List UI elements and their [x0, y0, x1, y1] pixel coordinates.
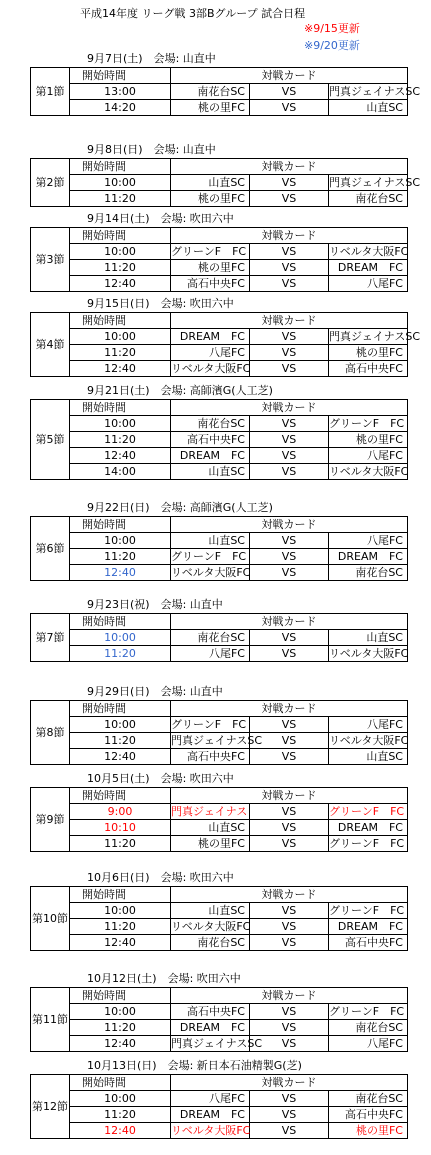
table-row — [31, 361, 408, 377]
table-row — [31, 804, 408, 820]
vs-label: VS — [250, 1107, 329, 1123]
match-time: 12:40 — [70, 1123, 171, 1139]
table-header-row — [31, 614, 408, 630]
round-section — [30, 870, 408, 951]
round-section — [30, 971, 408, 1052]
match-time: 12:40 — [70, 935, 171, 951]
table-row — [31, 432, 408, 448]
table-header-row — [31, 701, 408, 717]
match-card-header: 対戦カード — [171, 517, 408, 533]
round-label: 第1節 — [31, 68, 70, 116]
away-team: リベルタ大阪FC — [329, 647, 409, 660]
home-team: 山直SC — [171, 533, 250, 549]
vs-label: VS — [250, 630, 329, 646]
home-team: 山直SC — [171, 175, 250, 191]
home-team: 八尾FC — [171, 1091, 250, 1107]
table-row — [31, 919, 408, 935]
match-card-header: 対戦カード — [171, 701, 408, 717]
home-team: DREAM FC — [171, 1107, 250, 1123]
round-date-venue: 9月21日(土) 会場: 高師濱G(人工芝) — [87, 384, 273, 397]
away-team: 高石中央FC — [329, 1107, 408, 1123]
home-team: 桃の里FC — [171, 191, 250, 207]
home-team: DREAM FC — [171, 448, 250, 464]
table-row — [31, 935, 408, 951]
round-label: 第10節 — [31, 887, 70, 951]
table-row — [31, 533, 408, 549]
vs-label: VS — [250, 549, 329, 565]
home-team: 山直SC — [171, 464, 250, 480]
vs-label: VS — [250, 276, 329, 292]
away-team: 八尾FC — [329, 276, 408, 292]
table-row — [31, 276, 408, 292]
home-team: グリーンF FC — [171, 717, 250, 733]
round-section — [30, 211, 408, 292]
round-label: 第5節 — [31, 400, 70, 480]
vs-label: VS — [250, 646, 329, 662]
away-team: 桃の里FC — [329, 345, 408, 361]
table-row — [31, 646, 408, 662]
match-time: 11:20 — [70, 646, 171, 662]
round-label: 第4節 — [31, 313, 70, 377]
match-time: 11:20 — [70, 432, 171, 448]
vs-label: VS — [250, 345, 329, 361]
match-time: 10:00 — [70, 630, 171, 646]
vs-label: VS — [250, 175, 329, 191]
home-team: 門真ジェイナスSC — [171, 1037, 263, 1050]
vs-label: VS — [250, 533, 329, 549]
table-row — [31, 84, 408, 100]
table-row — [31, 191, 408, 207]
round-table — [30, 312, 421, 377]
away-team: リベルタ大阪FC — [329, 245, 409, 258]
vs-label: VS — [250, 733, 329, 749]
table-row — [31, 565, 408, 581]
match-time: 11:20 — [70, 1020, 171, 1036]
away-team: 門真ジェイナスSC — [329, 85, 421, 98]
match-time: 11:20 — [70, 836, 171, 852]
table-row — [31, 749, 408, 765]
table-header-row — [31, 887, 408, 903]
start-time-header: 開始時間 — [70, 228, 171, 244]
vs-label: VS — [250, 1004, 329, 1020]
table-row — [31, 630, 408, 646]
match-time: 11:20 — [70, 1107, 171, 1123]
table-row — [31, 100, 408, 116]
round-section — [30, 296, 421, 377]
match-card-header: 対戦カード — [171, 614, 408, 630]
match-time: 12:40 — [70, 361, 171, 377]
vs-label: VS — [250, 935, 329, 951]
home-team: 南花台SC — [171, 416, 250, 432]
table-row — [31, 733, 408, 749]
table-row — [31, 416, 408, 432]
home-team: 高石中央FC — [171, 1004, 250, 1020]
round-table — [30, 886, 408, 951]
away-team: 南花台SC — [329, 1020, 408, 1036]
match-time: 12:40 — [70, 276, 171, 292]
table-row — [31, 1004, 408, 1020]
home-team: 高石中央FC — [171, 749, 250, 765]
table-row — [31, 1123, 408, 1139]
match-time: 12:40 — [70, 1036, 171, 1052]
away-team: DREAM FC — [329, 820, 408, 836]
match-time: 10:00 — [70, 717, 171, 733]
table-row — [31, 1107, 408, 1123]
away-team: 八尾FC — [329, 1036, 408, 1052]
table-row — [31, 464, 408, 480]
home-team: 高石中央FC — [171, 432, 250, 448]
away-team: 門真ジェイナスSC — [329, 176, 421, 189]
vs-label: VS — [250, 329, 329, 345]
round-date-venue: 9月15日(日) 会場: 吹田六中 — [87, 297, 234, 310]
round-table — [30, 787, 408, 852]
page-title: 平成14年度 リーグ戦 3部Bグループ 試合日程 — [80, 7, 306, 20]
away-team: 高石中央FC — [329, 935, 408, 951]
home-team: 山直SC — [171, 820, 250, 836]
round-label: 第12節 — [31, 1075, 70, 1139]
match-time: 10:00 — [70, 903, 171, 919]
away-team: 南花台SC — [329, 1091, 408, 1107]
start-time-header: 開始時間 — [70, 614, 171, 630]
match-time: 12:40 — [70, 749, 171, 765]
home-team: 桃の里FC — [171, 260, 250, 276]
match-card-header: 対戦カード — [171, 68, 408, 84]
table-row — [31, 820, 408, 836]
table-row — [31, 717, 408, 733]
match-time: 12:40 — [70, 565, 171, 581]
start-time-header: 開始時間 — [70, 887, 171, 903]
home-team: DREAM FC — [171, 1020, 250, 1036]
match-time: 10:00 — [70, 1091, 171, 1107]
table-row — [31, 903, 408, 919]
vs-label: VS — [250, 260, 329, 276]
table-row — [31, 345, 408, 361]
round-date-venue: 9月23日(祝) 会場: 山直中 — [87, 598, 223, 611]
round-label: 第7節 — [31, 614, 70, 662]
match-card-header: 対戦カード — [171, 887, 408, 903]
start-time-header: 開始時間 — [70, 517, 171, 533]
round-date-venue: 10月6日(日) 会場: 吹田六中 — [87, 871, 234, 884]
table-row — [31, 836, 408, 852]
away-team: グリーンF FC — [329, 836, 408, 852]
vs-label: VS — [250, 565, 329, 581]
vs-label: VS — [250, 903, 329, 919]
away-team: グリーンF FC — [329, 804, 408, 820]
table-header-row — [31, 68, 408, 84]
home-team: 八尾FC — [171, 345, 250, 361]
vs-label: VS — [250, 416, 329, 432]
vs-label: VS — [250, 1020, 329, 1036]
match-time: 11:20 — [70, 345, 171, 361]
home-team: DREAM FC — [171, 329, 250, 345]
home-team: 桃の里FC — [171, 100, 250, 116]
round-date-venue: 10月13日(日) 会場: 新日本石油精製G(芝) — [87, 1059, 302, 1072]
away-team: グリーンF FC — [329, 416, 408, 432]
round-label: 第9節 — [31, 788, 70, 852]
round-table — [30, 987, 408, 1052]
table-row — [31, 175, 408, 191]
match-time: 10:00 — [70, 1004, 171, 1020]
table-header-row — [31, 313, 408, 329]
match-time: 11:20 — [70, 549, 171, 565]
table-header-row — [31, 517, 408, 533]
match-card-header: 対戦カード — [171, 988, 408, 1004]
match-time: 10:00 — [70, 533, 171, 549]
away-team: 山直SC — [329, 100, 408, 116]
home-team: 南花台SC — [171, 84, 250, 100]
home-team: 門真ジェイナスSC — [171, 734, 263, 747]
match-time: 10:00 — [70, 329, 171, 345]
match-time: 10:10 — [70, 820, 171, 836]
home-team: リベルタ大阪FC — [171, 566, 251, 579]
round-table — [30, 158, 421, 207]
away-team: DREAM FC — [329, 260, 408, 276]
away-team: 南花台SC — [329, 565, 408, 581]
home-team: 高石中央FC — [171, 276, 250, 292]
away-team: 桃の里FC — [329, 432, 408, 448]
home-team: リベルタ大阪FC — [171, 1124, 251, 1137]
round-section — [30, 771, 408, 852]
table-header-row — [31, 788, 408, 804]
away-team: 桃の里FC — [329, 1123, 408, 1139]
round-date-venue: 10月12日(土) 会場: 吹田六中 — [87, 972, 241, 985]
table-row — [31, 260, 408, 276]
start-time-header: 開始時間 — [70, 701, 171, 717]
round-table — [30, 399, 408, 480]
home-team: 桃の里FC — [171, 836, 250, 852]
round-table — [30, 613, 408, 662]
vs-label: VS — [250, 836, 329, 852]
vs-label: VS — [250, 244, 329, 260]
table-row — [31, 1091, 408, 1107]
start-time-header: 開始時間 — [70, 1075, 171, 1091]
round-table — [30, 67, 421, 116]
vs-label: VS — [250, 749, 329, 765]
vs-label: VS — [250, 717, 329, 733]
match-card-header: 対戦カード — [171, 228, 408, 244]
round-date-venue: 9月22日(日) 会場: 高師濱G(人工芝) — [87, 501, 273, 514]
round-label: 第8節 — [31, 701, 70, 765]
round-date-venue: 9月8日(日) 会場: 山直中 — [87, 143, 216, 156]
vs-label: VS — [250, 361, 329, 377]
away-team: 山直SC — [329, 749, 408, 765]
table-row — [31, 1020, 408, 1036]
vs-label: VS — [250, 1091, 329, 1107]
vs-label: VS — [250, 919, 329, 935]
match-time: 11:20 — [70, 919, 171, 935]
home-team: リベルタ大阪FC — [171, 920, 251, 933]
round-table — [30, 227, 408, 292]
match-time: 11:20 — [70, 191, 171, 207]
round-label: 第2節 — [31, 159, 70, 207]
home-team: グリーンF FC — [171, 549, 250, 565]
match-time: 12:40 — [70, 448, 171, 464]
start-time-header: 開始時間 — [70, 68, 171, 84]
table-header-row — [31, 1075, 408, 1091]
table-header-row — [31, 400, 408, 416]
round-date-venue: 9月29日(日) 会場: 山直中 — [87, 685, 223, 698]
start-time-header: 開始時間 — [70, 788, 171, 804]
start-time-header: 開始時間 — [70, 400, 171, 416]
round-table — [30, 700, 408, 765]
table-row — [31, 1036, 408, 1052]
round-date-venue: 9月14日(土) 会場: 吹田六中 — [87, 212, 234, 225]
vs-label: VS — [250, 448, 329, 464]
away-team: グリーンF FC — [329, 1004, 408, 1020]
table-row — [31, 448, 408, 464]
away-team: グリーンF FC — [329, 903, 408, 919]
home-team: 八尾FC — [171, 646, 250, 662]
vs-label: VS — [250, 432, 329, 448]
match-time: 11:20 — [70, 260, 171, 276]
round-date-venue: 10月5日(土) 会場: 吹田六中 — [87, 772, 234, 785]
match-card-header: 対戦カード — [171, 788, 408, 804]
vs-label: VS — [250, 1036, 329, 1052]
round-section — [30, 500, 408, 581]
start-time-header: 開始時間 — [70, 988, 171, 1004]
vs-label: VS — [250, 100, 329, 116]
update-note-1: ※9/15更新 — [304, 22, 360, 35]
start-time-header: 開始時間 — [70, 159, 171, 175]
start-time-header: 開始時間 — [70, 313, 171, 329]
home-team: グリーンF FC — [171, 244, 250, 260]
away-team: リベルタ大阪FC — [329, 734, 409, 747]
away-team: 八尾FC — [329, 533, 408, 549]
away-team: 山直SC — [329, 630, 408, 646]
away-team: 門真ジェイナスSC — [329, 330, 421, 343]
table-header-row — [31, 988, 408, 1004]
away-team: 南花台SC — [329, 191, 408, 207]
away-team: 八尾FC — [329, 717, 408, 733]
round-label: 第6節 — [31, 517, 70, 581]
vs-label: VS — [250, 191, 329, 207]
match-card-header: 対戦カード — [171, 313, 408, 329]
match-card-header: 対戦カード — [171, 400, 408, 416]
round-table — [30, 516, 408, 581]
vs-label: VS — [250, 820, 329, 836]
round-date-venue: 9月7日(土) 会場: 山直中 — [87, 52, 216, 65]
table-header-row — [31, 228, 408, 244]
round-section — [30, 142, 421, 207]
match-time: 13:00 — [70, 84, 171, 100]
table-row — [31, 549, 408, 565]
away-team: 八尾FC — [329, 448, 408, 464]
table-row — [31, 244, 408, 260]
away-team: リベルタ大阪FC — [329, 465, 409, 478]
match-time: 9:00 — [70, 804, 171, 820]
round-section — [30, 1058, 408, 1139]
match-time: 10:00 — [70, 416, 171, 432]
round-table — [30, 1074, 408, 1139]
away-team: DREAM FC — [329, 919, 408, 935]
match-time: 10:00 — [70, 244, 171, 260]
match-card-header: 対戦カード — [171, 1075, 408, 1091]
match-time: 11:20 — [70, 733, 171, 749]
match-time: 10:00 — [70, 175, 171, 191]
round-label: 第11節 — [31, 988, 70, 1052]
away-team: DREAM FC — [329, 549, 408, 565]
match-time: 14:00 — [70, 464, 171, 480]
update-note-2: ※9/20更新 — [304, 39, 360, 52]
round-section — [30, 383, 408, 480]
table-row — [31, 329, 408, 345]
home-team: リベルタ大阪FC — [171, 362, 251, 375]
vs-label: VS — [250, 804, 329, 820]
round-section — [30, 597, 408, 662]
round-section — [30, 684, 408, 765]
vs-label: VS — [250, 464, 329, 480]
match-card-header: 対戦カード — [171, 159, 408, 175]
table-header-row — [31, 159, 408, 175]
away-team: 高石中央FC — [329, 361, 408, 377]
match-time: 14:20 — [70, 100, 171, 116]
home-team: 南花台SC — [171, 935, 250, 951]
home-team: 南花台SC — [171, 630, 250, 646]
round-section — [30, 51, 421, 116]
home-team: 門真ジェイナス — [171, 804, 250, 820]
vs-label: VS — [250, 1123, 329, 1139]
vs-label: VS — [250, 84, 329, 100]
round-label: 第3節 — [31, 228, 70, 292]
home-team: 山直SC — [171, 903, 250, 919]
